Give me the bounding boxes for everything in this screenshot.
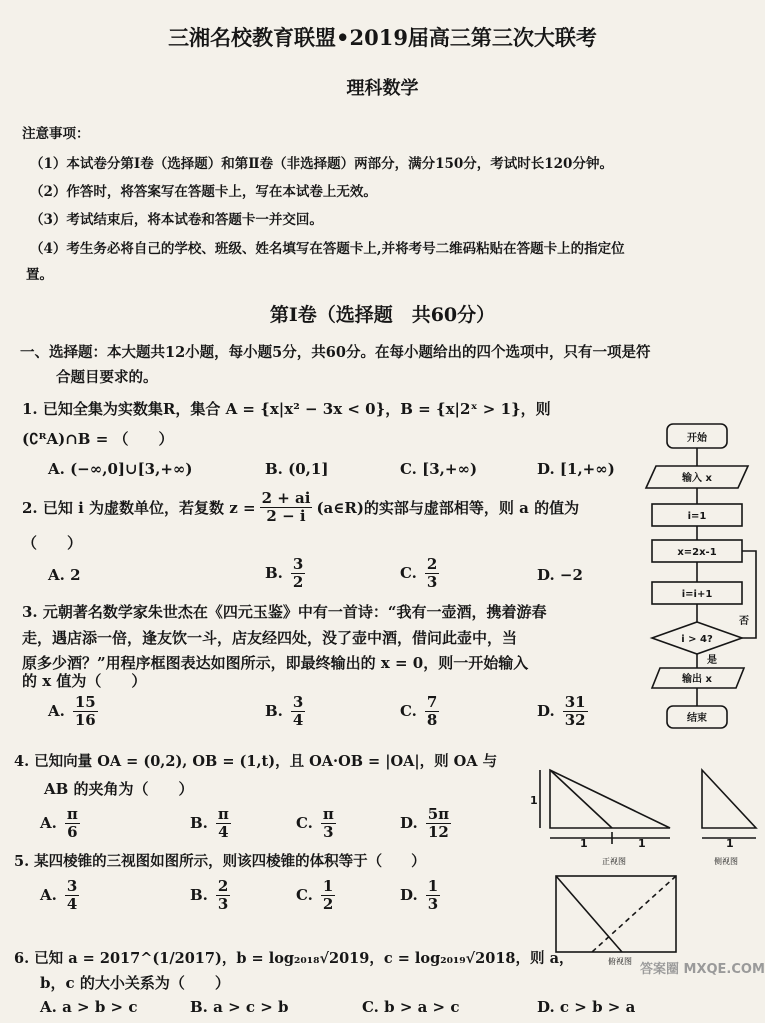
section-intro: 合题目要求的。 xyxy=(56,369,158,386)
question-3-text: 原多少酒？”用程序框图表达如图所示，即最终输出的 x = 0，则一开始输入 xyxy=(22,654,529,672)
option-d: D. 1 3 xyxy=(400,877,439,913)
notice-item: （2）作答时，将答案写在答题卡上，写在本试卷上无效。 xyxy=(30,184,377,200)
section-intro: 一、选择题：本大题共12小题，每小题5分，共60分。在每小题给出的四个选项中，只有一项是符 xyxy=(20,344,651,361)
option-b: B. π 4 xyxy=(190,805,229,841)
notice-item: 置。 xyxy=(26,267,53,283)
notice-heading: 注意事项： xyxy=(22,126,90,142)
option-b: B. 3 4 xyxy=(265,693,304,729)
flow-no-label: 否 xyxy=(739,616,749,627)
option-d: D. 31 32 xyxy=(537,693,586,729)
question-2-lead: 2. 已知 i 为虚数单位，若复数 z = xyxy=(22,498,256,517)
option-c: C. π 3 xyxy=(296,805,334,841)
flow-start-label: 开始 xyxy=(687,433,707,444)
flow-yes-label: 是 xyxy=(707,655,717,666)
option-a: A. 3 4 xyxy=(40,877,78,913)
option-c: C. 7 8 xyxy=(400,693,438,729)
question-4-text: AB 的夹角为（ ） xyxy=(44,780,194,798)
question-6-text: b，c 的大小关系为（ ） xyxy=(40,974,230,992)
notice-item: （1）本试卷分第Ⅰ卷（选择题）和第Ⅱ卷（非选择题）两部分，满分150分，考试时长120分钟。 xyxy=(30,156,613,172)
notice-item: （4）考生务必将自己的学校、班级、姓名填写在答题卡上,并将考号二维码粘贴在答题卡上的指定位 xyxy=(30,241,625,257)
notice-item: （3）考试结束后，将本试卷和答题卡一并交回。 xyxy=(30,212,323,228)
front-dim-left: 1 xyxy=(580,837,588,850)
watermark-logo: 答案圈 MXQE.COM xyxy=(640,962,765,977)
flow-init-label: i=1 xyxy=(687,511,707,522)
question-2-tail: (a∈R)的实部与虚部相等，则 a 的值为 xyxy=(316,498,580,517)
front-dim-height: 1 xyxy=(530,794,538,807)
question-4-text: 4. 已知向量 OA = (0,2), OB = (1,t)，且 OA·OB = |OA|，则 OA 与 xyxy=(14,753,498,770)
top-view-label: 俯视图 xyxy=(608,957,632,966)
question-6-text: 6. 已知 a = 2017^(1/2017)，b = log₂₀₁₈√2019，c = log₂₀₁₉√2018，则 a， xyxy=(14,950,574,967)
question-5-text: 5. 某四棱锥的三视图如图所示，则该四棱锥的体积等于（ ） xyxy=(14,853,426,870)
flow-output-label: 输出 x xyxy=(682,674,712,685)
option-c: C. b > a > c xyxy=(362,998,460,1016)
flow-cond-label: i > 4? xyxy=(681,634,713,645)
front-dim-right: 1 xyxy=(638,837,646,850)
front-view-shape xyxy=(550,770,670,828)
top-view-shape xyxy=(556,876,676,952)
option-b: B. 3 2 xyxy=(265,555,304,591)
option-b: B. a > c > b xyxy=(190,998,289,1016)
question-1-text: 1. 已知全集为实数集R，集合 A = {x|x² − 3x < 0}，B = {x|2ˣ > 1}，则 xyxy=(22,400,551,418)
question-3-text: 的 x 值为（ ） xyxy=(22,672,147,690)
option-a: A. 15 16 xyxy=(48,693,96,729)
flowchart xyxy=(640,420,760,735)
flow-update-label: x=2x-1 xyxy=(677,547,717,558)
side-view-shape xyxy=(702,770,756,828)
option-c: C. 2 3 xyxy=(400,555,438,591)
side-dim: 1 xyxy=(726,837,734,850)
flow-incr-label: i=i+1 xyxy=(681,589,713,600)
option-c: C. [3,+∞) xyxy=(400,460,478,478)
question-3-text: 3. 元朝著名数学家朱世杰在《四元玉鉴》中有一首诗：“我有一壶酒，携着游春 xyxy=(22,603,547,621)
section-title: 第Ⅰ卷（选择题 共60分） xyxy=(269,304,496,326)
flow-input-label: 输入 x xyxy=(682,473,712,484)
option-d: D. c > b > a xyxy=(537,998,636,1016)
question-2-text: （ ） xyxy=(22,534,83,552)
option-a: A. (−∞,0]∪[3,+∞) xyxy=(48,460,193,478)
question-1-text: (∁ᴿA)∩B = （ ） xyxy=(22,430,174,448)
exam-subject: 理科数学 xyxy=(346,78,419,99)
option-b: B. 2 3 xyxy=(190,877,229,913)
option-d: D. 5π 12 xyxy=(400,805,450,841)
option-a: A. π 6 xyxy=(40,805,78,841)
option-a: A. a > b > c xyxy=(40,998,138,1016)
front-view-label: 正视图 xyxy=(602,857,626,866)
question-2-fraction: $\frac{2 + ai}{2 - i}$ xyxy=(261,489,311,525)
option-d: D. [1,+∞) xyxy=(537,460,615,478)
option-a: A. 2 xyxy=(48,566,81,584)
question-2-text xyxy=(22,490,579,524)
side-view-label: 侧视图 xyxy=(714,857,738,866)
exam-title: 三湘名校教育联盟•2019届高三第三次大联考 xyxy=(168,25,597,50)
question-3-text: 走，遇店添一倍，逢友饮一斗，店友经四处，没了壶中酒，借问此壶中，当 xyxy=(22,629,518,647)
option-c: C. 1 2 xyxy=(296,877,334,913)
option-d: D. −2 xyxy=(537,566,583,584)
option-b: B. (0,1] xyxy=(265,460,329,478)
three-view-figure xyxy=(530,758,762,973)
flow-end-label: 结束 xyxy=(687,713,707,724)
